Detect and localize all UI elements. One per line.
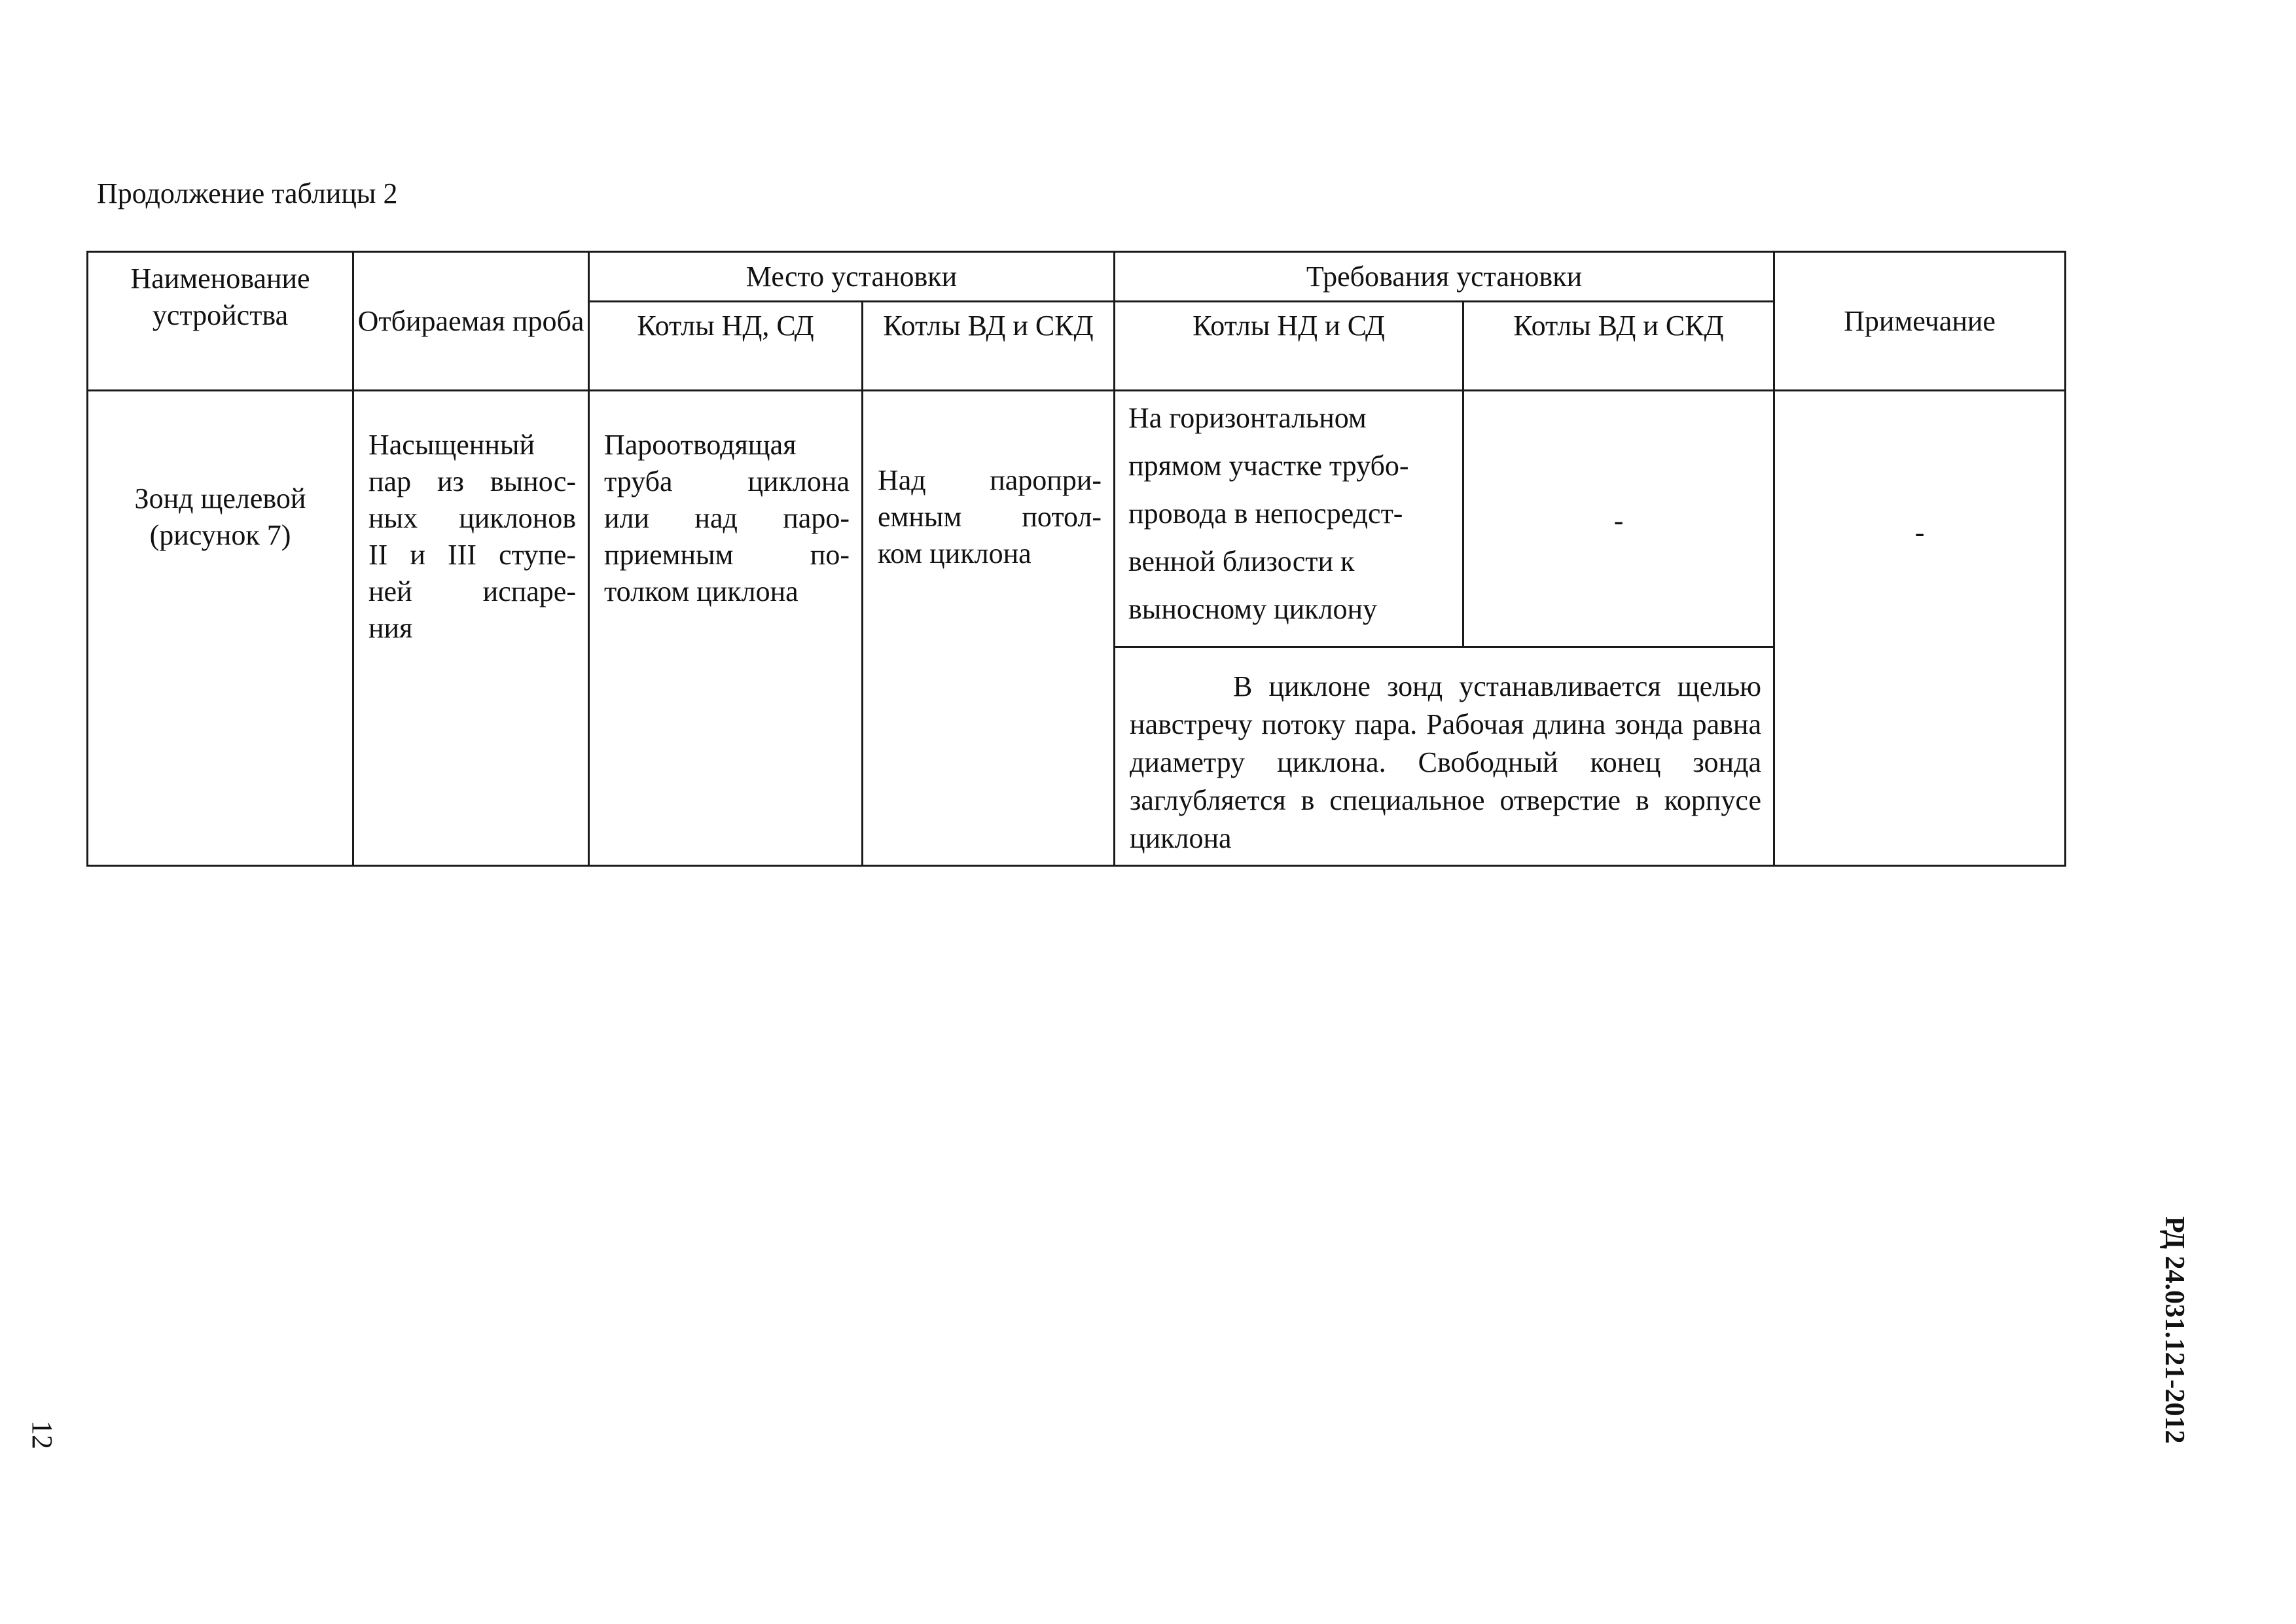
sample-line: ней испаре- <box>368 575 576 607</box>
location-line: толком циклона <box>604 575 798 607</box>
requirement-line: венной близости к <box>1128 545 1355 577</box>
header-location-nd-sd: Котлы НД, СД <box>589 302 863 391</box>
location-line: ком циклона <box>878 537 1031 569</box>
header-note: Примечание <box>1774 252 2066 391</box>
location-nd-sd-cell <box>589 391 863 866</box>
requirement-line: На горизонтальном <box>1128 402 1367 434</box>
req-vd-skd-cell: - <box>1463 391 1774 647</box>
header-device: Наименование устройства <box>88 252 353 391</box>
header-req-nd-sd: Котлы НД и СД <box>1115 302 1463 391</box>
sample-line: Насыщенный <box>368 429 535 461</box>
requirement-line: провода в непосредст- <box>1128 497 1403 530</box>
requirements-table <box>86 251 2066 867</box>
req-common-note-cell <box>1115 647 1774 866</box>
sample-line: ния <box>368 612 413 644</box>
header-sample: Отбираемая проба <box>353 252 589 391</box>
document-code: РД 24.031.121-2012 <box>2159 1216 2189 1444</box>
location-line: Над паропри- <box>878 464 1102 496</box>
header-requirements-group: Требования установки <box>1115 252 1774 302</box>
page-number: 12 <box>26 1420 58 1449</box>
sample-line: II и III ступе- <box>368 539 576 571</box>
header-location-vd-skd: Котлы ВД и СКД <box>863 302 1115 391</box>
location-vd-skd-cell <box>863 391 1115 866</box>
device-ref: (рисунок 7) <box>149 519 291 551</box>
requirement-line: прямом участке трубо- <box>1128 450 1409 482</box>
device-cell <box>88 391 353 866</box>
header-location-group: Место установки <box>589 252 1115 302</box>
device-name: Зонд щелевой <box>134 482 306 514</box>
location-line: труба циклона <box>604 465 850 497</box>
req-nd-sd-cell <box>1115 391 1463 647</box>
requirement-line: выносному циклону <box>1128 593 1378 625</box>
location-line: емным потол- <box>878 501 1102 533</box>
sample-line: пар из вынос- <box>368 465 576 497</box>
table-caption: Продолжение таблицы 2 <box>97 177 398 209</box>
note-cell: - <box>1774 391 2066 866</box>
location-line: или над паро- <box>604 502 850 534</box>
header-req-vd-skd: Котлы ВД и СКД <box>1463 302 1774 391</box>
sample-line: ных циклонов <box>368 502 576 534</box>
sample-cell <box>353 391 589 866</box>
location-line: Пароотводящая <box>604 429 797 461</box>
location-line: приемным по- <box>604 539 850 571</box>
req-common-note: В циклоне зонд устанавливается щелью навстречу потоку пара. Рабочая длина зонда равна диаметру циклона. Свободный конец зонда заглубляется в специальное отверстие в корпусе циклона <box>1130 670 1762 854</box>
